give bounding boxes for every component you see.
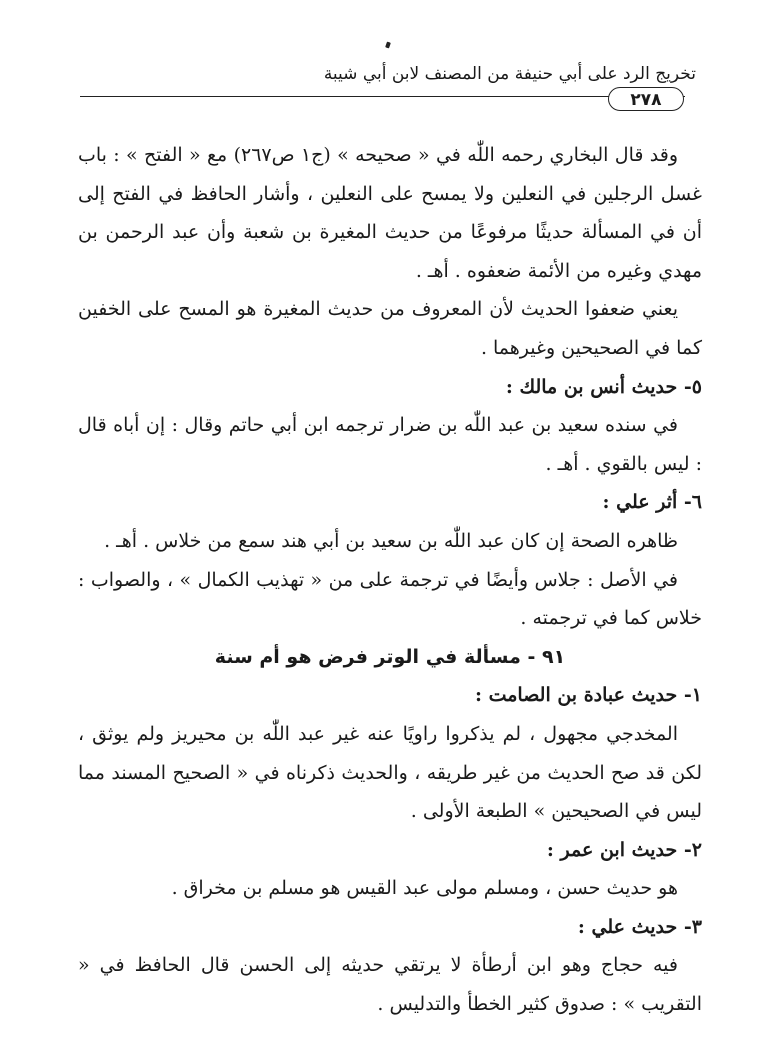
section-item-1-heading: [78, 676, 702, 715]
item-6-text-1: ظاهره الصحة إن كان عبد اللّٰه بن سعيد بن أبي هند سمع من خلاس . أهـ .: [104, 529, 678, 552]
header-rule: [80, 96, 685, 97]
item-5-heading-text: ٥- حديث أنس بن مالك :: [505, 375, 702, 398]
section-item-3-heading: [78, 908, 702, 947]
section-item-2-heading: [78, 831, 702, 870]
section-item-2-heading-text: ٢- حديث ابن عمر :: [546, 838, 702, 861]
section-item-2-text: هو حديث حسن ، ومسلم مولى عبد القيس هو مسلم بن مخراق .: [171, 877, 678, 900]
section-item-3-text: فيه حجاج وهو ابن أرطأة لا يرتقي حديثه إلى الحسن قال الحافظ في « التقريب » : صدوق كثير الخطأ والتدليس .: [78, 954, 702, 1016]
page-body: [78, 136, 702, 1024]
item-5-text: في سنده سعيد بن عبد اللّٰه بن ضرار ترجمه ابن أبي حاتم وقال : إن أباه قال : ليس بالقوي . أهـ .: [78, 414, 702, 475]
section-item-1-text: المخدجي مجهول ، لم يذكروا راويًا عنه غير عبد اللّٰه بن محيريز ولم يوثق ، لكن قد صح الحديث من غير طريقه ، والحديث ذكرناه في « الصحيح المسند مما ليس في الصحيحين » الطبعة الأولى .: [78, 722, 702, 823]
page-mark: [385, 41, 391, 48]
item-6-heading: [78, 483, 702, 522]
item-6-heading-text: ٦- أثر علي :: [602, 491, 702, 514]
running-header: تخريج الرد على أبي حنيفة من المصنف لابن أبي شيبة: [323, 64, 696, 84]
paragraph-bukhari: وقد قال البخاري رحمه اللّٰه في « صحيحه » (ج١ ص٢٦٧) مع « الفتح » : باب غسل الرجلين في النعلين ولا يمسح على النعلين ، وأشار الحافظ في الفتح إلى أن في المسألة حديثًا مرفوعًا من حديث المغيرة بن شعبة وأن عبد الرحمن بن مهدي وغيره من الأئمة ضعفوه . أهـ .: [78, 144, 702, 282]
paragraph-explanation: يعني ضعفوا الحديث لأن المعروف من حديث المغيرة هو المسح على الخفين كما في الصحيحين وغيرهما .: [78, 298, 702, 359]
section-item-3-heading-text: ٣- حديث علي :: [577, 915, 702, 938]
item-5-heading: [78, 368, 702, 407]
section-title: ٩١ - مسألة في الوتر فرض هو أم سنة: [214, 645, 566, 668]
page-number: ٢٧٨: [608, 87, 684, 111]
section-item-1-heading-text: ١- حديث عبادة بن الصامت :: [474, 684, 702, 707]
item-6-text-2: في الأصل : جلاس وأيضًا في ترجمة على من « تهذيب الكمال » ، والصواب : خلاس كما في ترجمته .: [78, 568, 702, 630]
